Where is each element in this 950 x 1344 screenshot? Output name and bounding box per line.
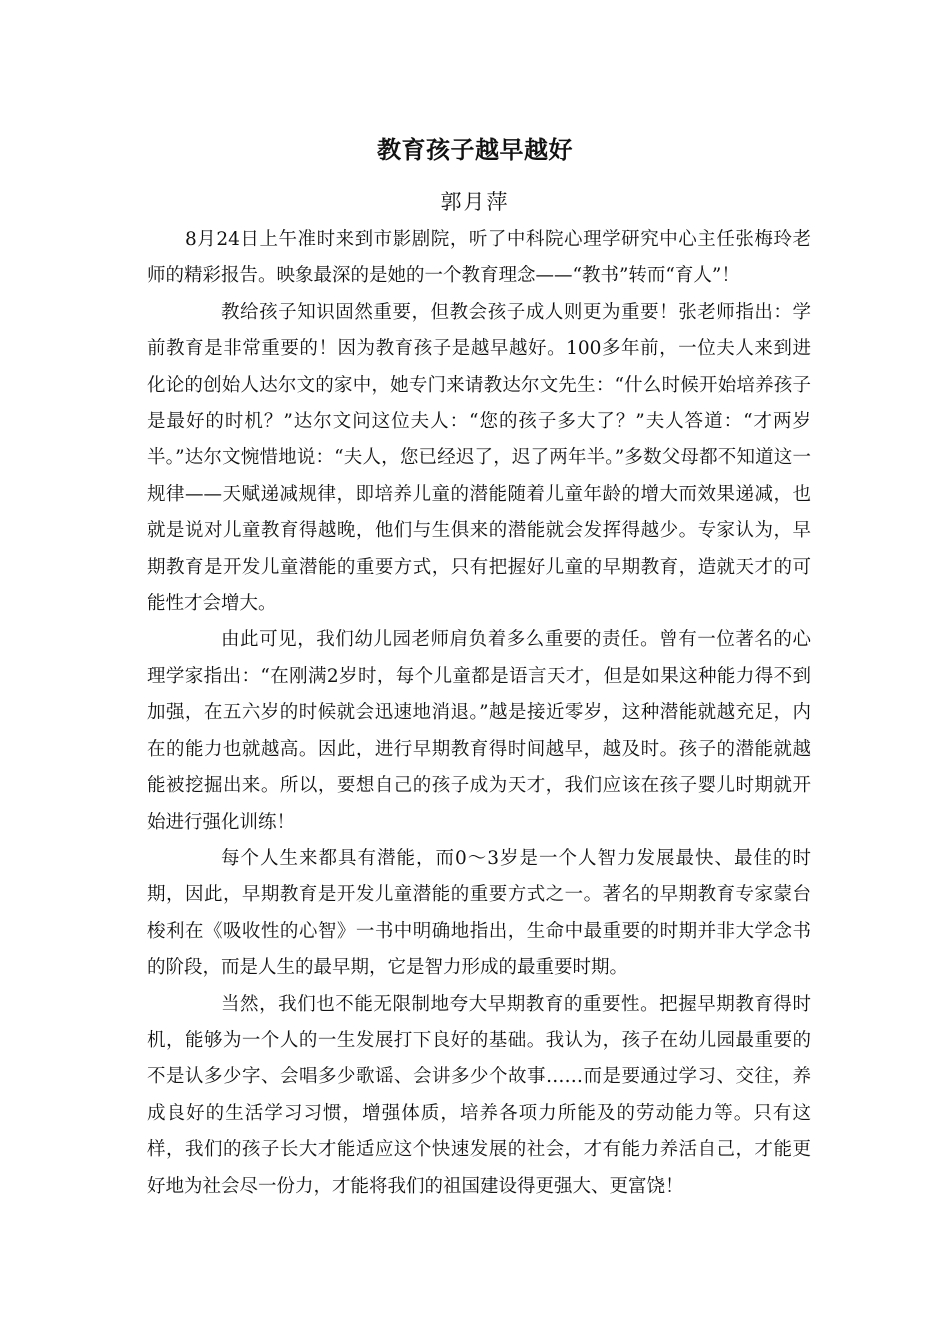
paragraph-montessori: 每个人生来都具有潜能，而0～3岁是一个人智力发展最快、最佳的时期，因此，早期教育是开发儿童潜能的重要方式之一。著名的早期教育专家蒙台梭利在《吸收性的心智》一书中明确地指出，生命中最重要的时期并非大学念书的阶段，而是人生的最早期，它是智力形成的最重要时期。 xyxy=(147,847,811,979)
paragraph-conclusion: 当然，我们也不能无限制地夸大早期教育的重要性。把握早期教育得时机，能够为一个人的一生发展打下良好的基础。我认为，孩子在幼儿园最重要的不是认多少字、会唱多少歌谣、会讲多少个故事……而是要通过学习、交往，养成良好的生活学习习惯，增强体质，培养各项力所能及的劳动能力等。只有这样，我们的孩子长大才能适应这个快速发展的社会，才有能力养活自己，才能更好地为社会尽一份力，才能将我们的祖国建设得更强大、更富饶！ xyxy=(147,993,811,1197)
paragraph-teacher-responsibility: 由此可见，我们幼儿园老师肩负着多么重要的责任。曾有一位著名的心理学家指出：“在刚满2岁时，每个儿童都是语言天才，但是如果这种能力得不到加强，在五六岁的时候就会迅速地消退。”越是接近零岁，这种潜能就越充足，内在的能力也就越高。因此，进行早期教育得时间越早，越及时。孩子的潜能就越能被挖掘出来。所以，要想自己的孩子成为天才，我们应该在孩子婴儿时期就开始进行强化训练！ xyxy=(147,629,811,833)
paragraph-intro: 8月24日上午准时来到市影剧院，听了中科院心理学研究中心主任张梅玲老师的精彩报告。映象最深的是她的一个教育理念——“教书”转而“育人”！ xyxy=(147,229,811,287)
author-name: 郭月萍 xyxy=(440,190,510,214)
paragraph-darwin: 教给孩子知识固然重要，但教会孩子成人则更为重要！张老师指出：学前教育是非常重要的！因为教育孩子是越早越好。100多年前，一位夫人来到进化论的创始人达尔文的家中，她专门来请教达尔文先生：“什么时候开始培养孩子是最好的时机？”达尔文问这位夫人：“您的孩子多大了？”夫人答道：“才两岁半。”达尔文惋惜地说：“夫人，您已经迟了，迟了两年半。”多数父母都不知道这一规律——天赋递减规律，即培养儿童的潜能随着儿童年龄的增大而效果递减，也就是说对儿童教育得越晚，他们与生俱来的潜能就会发挥得越少。专家认为，早期教育是开发儿童潜能的重要方式，只有把握好儿童的早期教育，造就天才的可能性才会增大。 xyxy=(147,301,811,615)
page-title: 教育孩子越早越好 xyxy=(377,136,573,164)
article-body xyxy=(147,222,811,1205)
